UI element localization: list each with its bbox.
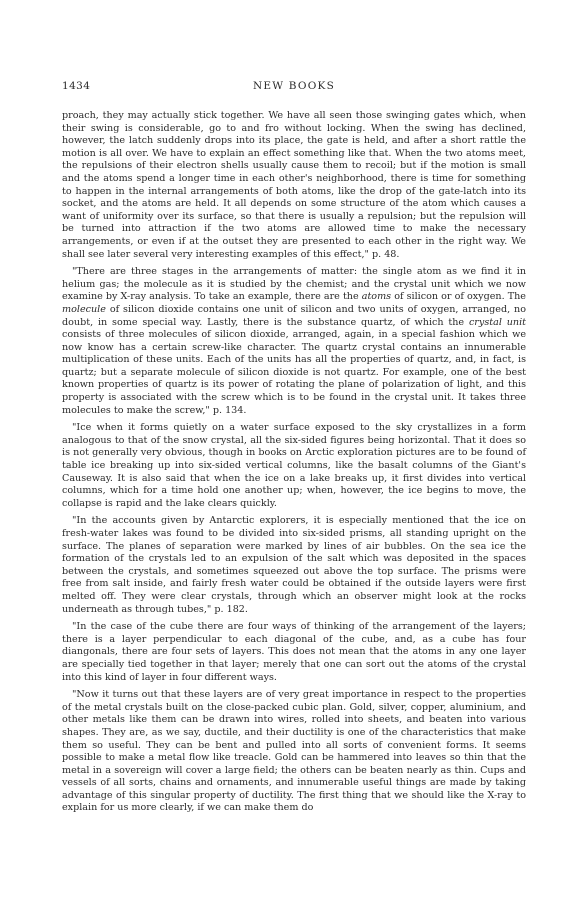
paragraph-p5 — [62, 621, 526, 684]
text-segment: "In the case of the cube there are four ways of thinking of the arrangement of the layers; there is a layer perpendicular to each diagonal of the cube, and, as a cube has four diangonals, there are four sets of layers. This does not mean that the atoms in any one layer are specially tied together in that layer; merely that one can sort out the atoms of the crystal into this kind of layer in four different ways. — [62, 621, 526, 683]
paragraph-p1 — [62, 110, 526, 261]
italic-term: crystal unit — [468, 316, 526, 328]
text-segment: "In the accounts given by Antarctic explorers, it is especially mentioned that the ice on fresh-water lakes was found to be divided into six-sided prisms, all standing upright on the surface. The planes of separation were marked by lines of air bubbles. On the sea ice the formation of the crystals led to an expulsion of the salt which was deposited in the spaces between the crystals, and sometimes squeezed out above the top surface. The prisms were free from salt inside, and fairly fresh water could be obtained if the outside layers were first melted off. They were clear crystals, through which an observer might look at the rocks underneath as through tubes," p. 182. — [62, 515, 526, 615]
running-head — [62, 80, 526, 94]
running-title: NEW BOOKS — [253, 80, 335, 92]
text-segment: proach, they may actually stick together. We have all seen those swinging gates which, when their swing is considerable, go to and fro without locking. When the swing has declined, however, the latch suddenly drops into its place, the gate is held, and after a short rattle the motion is all over. We have to explain an effect something like that. When the two atoms meet, the repulsions of their electron shells usually cause them to recoil; but if the motion is small and the atoms spend a longer time in each other's neighborhood, there is time for something to happen in the internal arrangements of both atoms, like the drop of the gate-latch into its socket, and the atoms are held. It all depends on some structure of the atom which causes a want of uniformity over its surface, so that there is usually a repulsion; but the repulsion will be turned into attraction if the two atoms are allowed time to make the necessary arrangements, or even if at the outset they are presented to each other in the right way. We shall see later several very interesting examples of this effect," p. 48. — [62, 110, 526, 260]
italic-term: atoms — [361, 291, 392, 303]
italic-term: molecule — [62, 303, 106, 315]
paragraph-p3 — [62, 422, 526, 510]
paragraph-p4 — [62, 515, 526, 616]
text-segment: "Now it turns out that these layers are of very great importance in respect to the properties of the metal crystals built on the close-packed cubic plan. Gold, silver, copper, aluminium, and other metals like them can be drawn into wires, rolled into sheets, and beaten into various shapes. They are, as we say, ductile, and their ductility is one of the characteristics that make them so useful. They can be bent and pulled into all sorts of convenient forms. It seems possible to make a metal flow like treacle. Gold can be hammered into leaves so thin that the metal in a sovereign will cover a large field; the others can be beaten nearly as thin. Cups and vessels of all sorts, chains and ornaments, and innumerable useful things are made by taking advantage of this singular property of ductility. The first thing that we should like the X-ray to explain for us more clearly, if we can make them do — [62, 689, 526, 814]
paragraph-p6 — [62, 689, 526, 815]
text-segment: of silicon dioxide contains one unit of silicon and two units of oxygen, arranged, no doubt, in some special way. Lastly, there is the substance quartz, of which the — [62, 303, 526, 328]
paragraph-p2 — [62, 266, 526, 417]
text-segment: "There are three stages in the arrangements of matter: the single atom as we find it in helium gas; the molecule as it is studied by the chemist; and the crystal unit which we now examine by X-ray analysis. To take an example, there are the — [62, 266, 526, 303]
page-number: 1434 — [62, 80, 91, 92]
body-text — [62, 110, 526, 815]
text-segment: consists of three molecules of silicon dioxide, arranged, again, in a special fashion which we now know has a certain screw-like character. The quartz crystal contains an innumerable multiplication of these units. Each of the units has all the properties of quartz, and, in fact, is quartz; but a separate molecule of silicon dioxide is not quartz. For example, one of the best known properties of quartz is its power of rotating the plane of polarization of light, and this property is associated with the screw which is to be found in the crystal unit. It takes three molecules to make the screw," p. 134. — [62, 329, 526, 416]
text-segment: of silicon or of oxygen. The — [391, 291, 526, 303]
text-segment: "Ice when it forms quietly on a water surface exposed to the sky crystallizes in a form analogous to that of the snow crystal, all the six-sided figures being horizontal. That it does so is not generally very obvious, though in books on Arctic exploration pictures are to be found of table ice breaking up into six-sided vertical columns, like the basalt columns of the Giant's Causeway. It is also said that when the ice on a lake breaks up, it first divides into vertical columns, which for a time hold one another up; when, however, the ice begins to move, the collapse is rapid and the lake clears quickly. — [62, 422, 526, 509]
